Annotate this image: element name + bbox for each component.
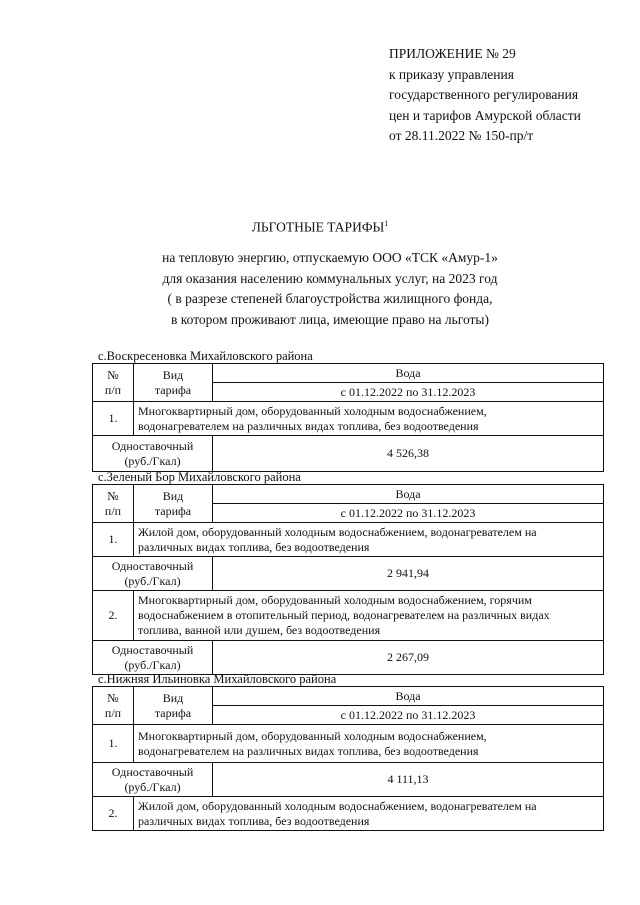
type-header: Вид тарифа xyxy=(134,364,213,402)
rate-row xyxy=(93,641,604,675)
rate-label: Одноставочный (руб./Гкал) xyxy=(93,763,213,797)
rate-row xyxy=(93,557,604,591)
table-row xyxy=(93,402,604,436)
appendix-authority-1: государственного регулирования xyxy=(389,87,579,102)
row-number: 1. xyxy=(93,725,134,763)
rate-label: Одноставочный (руб./Гкал) xyxy=(93,436,213,472)
table-row xyxy=(93,591,604,641)
appendix-authority-2: цен и тарифов Амурской области xyxy=(389,107,581,123)
page-title xyxy=(0,219,640,236)
num-header: № п/п xyxy=(93,364,134,402)
page-subtitle xyxy=(0,248,640,330)
appendix-number: ПРИЛОЖЕНИЕ № 29 xyxy=(389,46,516,61)
period-header: с 01.12.2022 по 31.12.2023 xyxy=(213,504,604,523)
appendix-header xyxy=(389,44,581,147)
period-header: с 01.12.2022 по 31.12.2023 xyxy=(213,706,604,725)
type-header: Вид тарифа xyxy=(134,485,213,523)
num-header: № п/п xyxy=(93,485,134,523)
row-number: 1. xyxy=(93,523,134,557)
section-location: с.Воскресеновка Михайловского района xyxy=(98,349,313,363)
water-header: Вода xyxy=(213,364,604,383)
subtitle-line-2: для оказания населению коммунальных услуг, на 2023 год xyxy=(162,270,498,286)
rate-value: 4 111,13 xyxy=(213,763,604,797)
title-text: ЛЬГОТНЫЕ ТАРИФЫ xyxy=(251,219,385,235)
appendix-order-ref: к приказу управления xyxy=(389,66,514,82)
row-description: Многоквартирный дом, оборудованный холодным водоснабжением, водонагревателем на различных видах топлива, без водоотведения xyxy=(134,402,604,436)
row-description: Жилой дом, оборудованный холодным водоснабжением, водонагревателем на различных видах топлива, без водоотведения xyxy=(134,523,604,557)
subtitle-line-1: на тепловую энергию, отпускаемую ООО «ТСК «Амур-1» xyxy=(162,250,498,265)
table-row xyxy=(93,725,604,763)
rate-value: 2 941,94 xyxy=(213,557,604,591)
table-row xyxy=(93,523,604,557)
row-description: Жилой дом, оборудованный холодным водоснабжением, водонагревателем на различных видах топлива, без водоотведения xyxy=(134,797,604,831)
rate-row xyxy=(93,436,604,472)
tariff-table xyxy=(92,686,604,831)
subtitle-line-3: ( в разрезе степеней благоустройства жилищного фонда, xyxy=(167,291,493,306)
row-description: Многоквартирный дом, оборудованный холодным водоснабжением, водонагревателем на различных видах топлива, без водоотведения xyxy=(134,725,604,763)
water-header: Вода xyxy=(213,687,604,706)
table-header-row xyxy=(93,485,604,504)
subtitle-line-4: в котором проживают лица, имеющие право на льготы) xyxy=(171,311,489,327)
section-location: с.Нижняя Ильиновка Михайловского района xyxy=(98,672,337,686)
rate-row xyxy=(93,763,604,797)
type-header: Вид тарифа xyxy=(134,687,213,725)
rate-label: Одноставочный (руб./Гкал) xyxy=(93,557,213,591)
num-header: № п/п xyxy=(93,687,134,725)
appendix-order-date: от 28.11.2022 № 150-пр/т xyxy=(389,128,534,143)
table-header-row xyxy=(93,687,604,706)
row-number: 1. xyxy=(93,402,134,436)
tariff-table xyxy=(92,484,604,675)
section-location: с.Зеленый Бор Михайловского района xyxy=(98,470,301,484)
water-header: Вода xyxy=(213,485,604,504)
table-header-row xyxy=(93,364,604,383)
rate-label: Одноставочный (руб./Гкал) xyxy=(93,641,213,675)
title-footnote-mark: 1 xyxy=(384,219,389,228)
rate-value: 4 526,38 xyxy=(213,436,604,472)
rate-value: 2 267,09 xyxy=(213,641,604,675)
row-description: Многоквартирный дом, оборудованный холодным водоснабжением, горячим водоснабжением в отопительный период, водонагревателем на различных видах топлива, ванной или душем, без водоотведения xyxy=(134,591,604,641)
row-number: 2. xyxy=(93,591,134,641)
tariff-table xyxy=(92,363,604,472)
table-row xyxy=(93,797,604,831)
period-header: с 01.12.2022 по 31.12.2023 xyxy=(213,383,604,402)
row-number: 2. xyxy=(93,797,134,831)
